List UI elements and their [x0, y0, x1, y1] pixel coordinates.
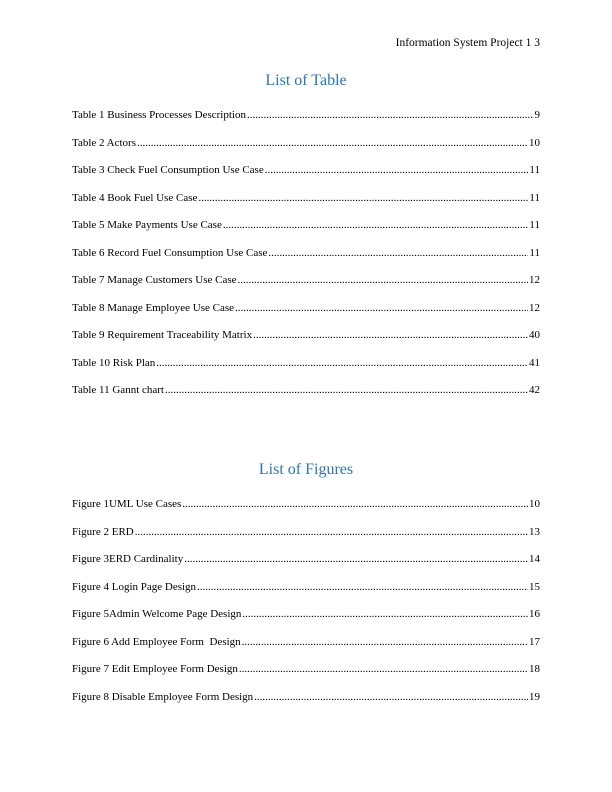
dot-leader: [223, 218, 529, 232]
dot-leader: [242, 607, 528, 621]
toc-entry-label: Table 7 Manage Customers Use Case: [72, 274, 237, 286]
toc-entry-label: Figure 4 Login Page Design: [72, 580, 197, 593]
dot-leader: [238, 273, 529, 287]
dot-leader: [197, 580, 528, 594]
toc-entry[interactable]: [72, 607, 540, 635]
dot-leader: [156, 356, 528, 370]
toc-entry-page: 12: [529, 301, 540, 314]
toc-entry-page: 41: [529, 356, 540, 369]
dot-leader: [198, 191, 528, 205]
dot-leader: [254, 690, 528, 704]
toc-entry[interactable]: [72, 246, 540, 274]
toc-entry-page: 17: [529, 635, 540, 648]
toc-entry-page: 11: [529, 219, 540, 231]
toc-entry-label: Table 6 Record Fuel Consumption Use Case: [72, 246, 268, 259]
toc-entry-label: Table 5 Make Payments Use Case: [72, 219, 222, 231]
toc-entry-page: 9: [534, 109, 540, 121]
toc-entry[interactable]: [72, 163, 540, 191]
toc-entry-label: Figure 8 Disable Employee Form Design: [72, 690, 254, 703]
toc-entry[interactable]: [72, 356, 540, 384]
running-head: Information System Project 1 3: [395, 37, 540, 49]
toc-entry-label: Table 4 Book Fuel Use Case: [72, 191, 198, 204]
toc-entry[interactable]: [72, 108, 540, 136]
toc-entry-page: 15: [529, 580, 540, 593]
dot-leader: [247, 108, 534, 122]
toc-entry[interactable]: [72, 191, 540, 219]
toc-entry-page: 10: [529, 136, 540, 149]
toc-entry-label: Table 2 Actors: [72, 136, 136, 149]
toc-entry-page: 11: [529, 246, 540, 259]
toc-entry-page: 14: [529, 553, 540, 565]
toc-entry[interactable]: [72, 497, 540, 525]
dot-leader: [184, 552, 528, 566]
toc-entry-label: Figure 2 ERD: [72, 525, 134, 538]
toc-entry[interactable]: [72, 662, 540, 690]
list-of-tables: [72, 108, 540, 411]
toc-entry[interactable]: [72, 580, 540, 608]
toc-entry[interactable]: [72, 525, 540, 553]
toc-entry[interactable]: [72, 383, 540, 411]
toc-entry-page: 19: [529, 690, 540, 703]
toc-entry-label: Figure 1UML Use Cases: [72, 498, 182, 510]
dot-leader: [235, 301, 528, 315]
toc-entry-page: 10: [529, 498, 540, 510]
dot-leader: [165, 383, 528, 397]
toc-entry-label: Figure 7 Edit Employee Form Design: [72, 663, 238, 675]
toc-entry[interactable]: [72, 552, 540, 580]
toc-entry-page: 42: [529, 384, 540, 396]
toc-entry[interactable]: [72, 635, 540, 663]
toc-entry[interactable]: [72, 273, 540, 301]
toc-entry-page: 16: [529, 608, 540, 620]
toc-entry[interactable]: [72, 690, 540, 718]
dot-leader: [265, 163, 529, 177]
toc-entry[interactable]: [72, 136, 540, 164]
toc-entry-label: Figure 3ERD Cardinality: [72, 553, 184, 565]
toc-entry-page: 13: [529, 525, 540, 538]
dot-leader: [182, 497, 528, 511]
toc-entry-label: Table 10 Risk Plan: [72, 356, 156, 369]
dot-leader: [242, 635, 528, 649]
toc-entry-label: Table 9 Requirement Traceability Matrix: [72, 329, 253, 341]
toc-entry[interactable]: [72, 301, 540, 329]
toc-entry-page: 11: [529, 164, 540, 176]
list-of-figures-title: List of Figures: [258, 461, 354, 478]
toc-entry[interactable]: [72, 218, 540, 246]
toc-entry-label: Table 1 Business Processes Description: [72, 109, 246, 121]
toc-entry-page: 12: [529, 274, 540, 286]
toc-entry-label: Table 11 Gannt chart: [72, 384, 164, 396]
dot-leader: [239, 662, 528, 676]
list-of-tables-title: List of Table: [265, 72, 347, 89]
dot-leader: [135, 525, 528, 539]
dot-leader: [137, 136, 528, 150]
toc-entry-label: Figure 6 Add Employee Form Design: [72, 635, 241, 648]
toc-entry-page: 40: [529, 329, 540, 341]
toc-entry-label: Table 3 Check Fuel Consumption Use Case: [72, 164, 264, 176]
toc-entry[interactable]: [72, 328, 540, 356]
dot-leader: [268, 246, 528, 260]
toc-entry-page: 18: [529, 663, 540, 675]
list-of-figures: [72, 497, 540, 717]
toc-entry-page: 11: [529, 191, 540, 204]
toc-entry-label: Table 8 Manage Employee Use Case: [72, 301, 235, 314]
dot-leader: [253, 328, 528, 342]
toc-entry-label: Figure 5Admin Welcome Page Design: [72, 608, 242, 620]
